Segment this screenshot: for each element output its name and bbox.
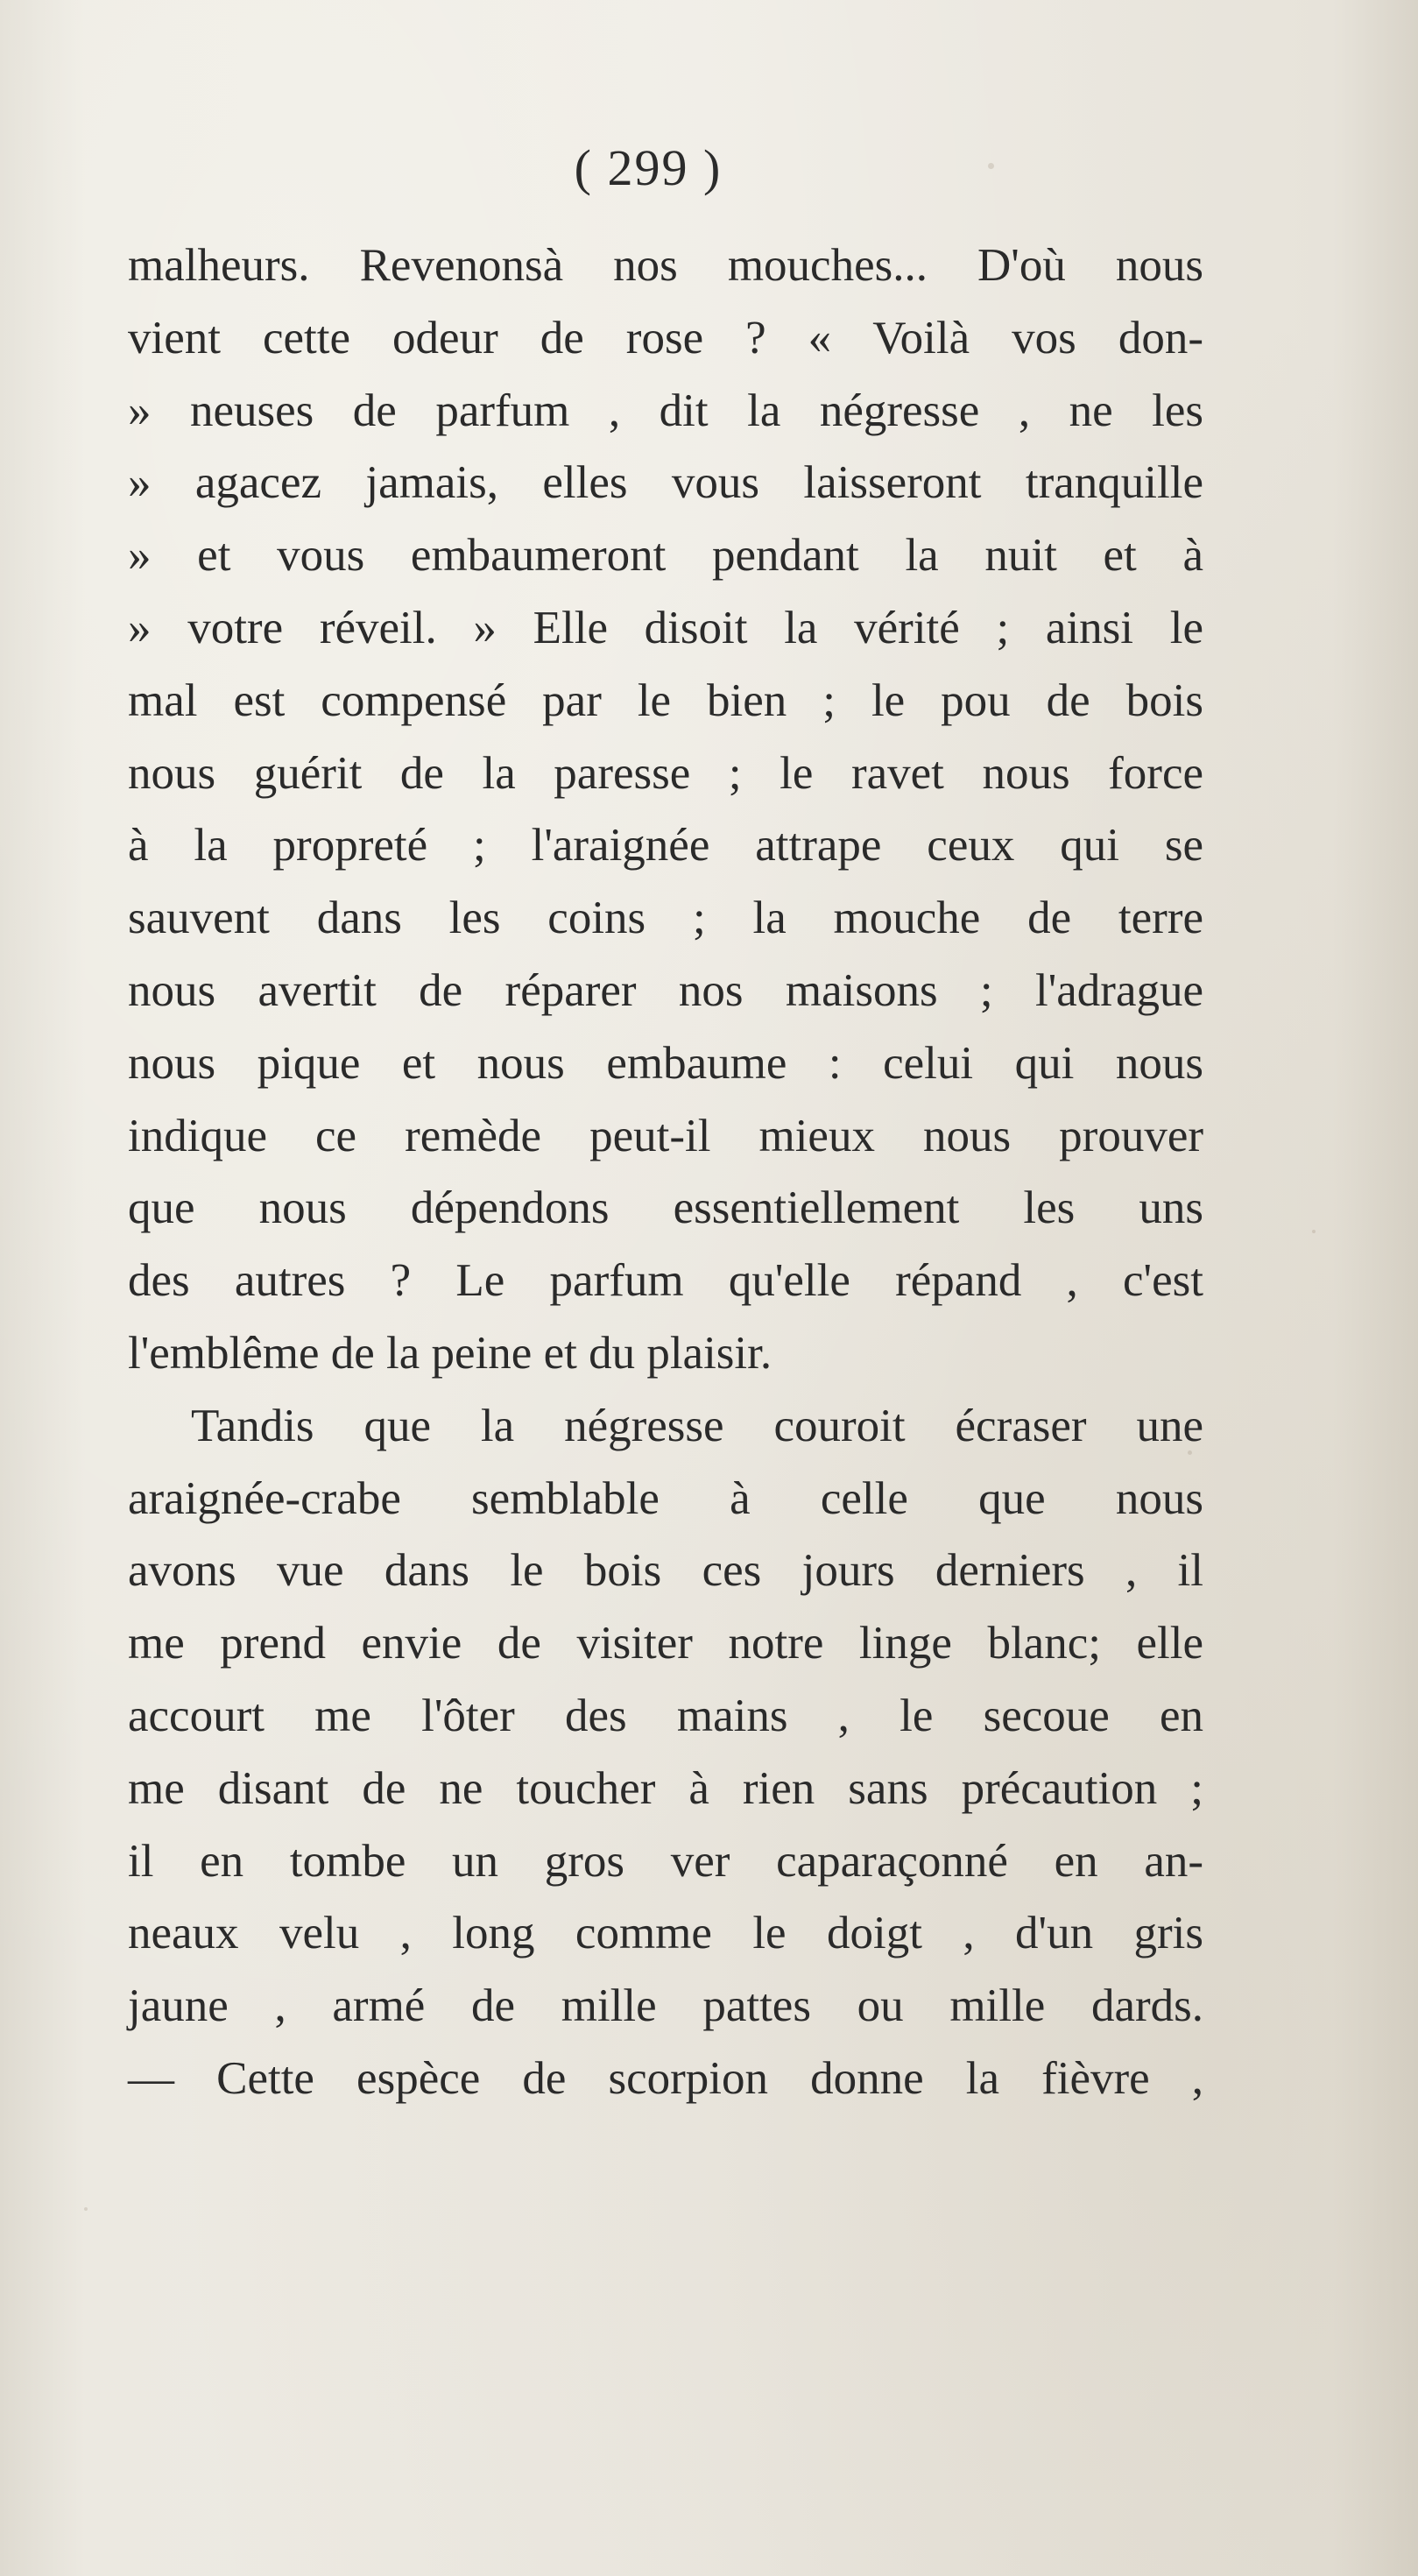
text-line: me disant de ne toucher à rien sans précaution ; <box>128 1762 1203 1814</box>
text-line: — Cette espèce de scorpion donne la fièvre , <box>128 2052 1203 2104</box>
text-line: sauvent dans les coins ; la mouche de terre <box>128 893 1203 944</box>
text-line: indique ce remède peut-il mieux nous prouver <box>128 1110 1203 1161</box>
text-line: jaune , armé de mille pattes ou mille dards. <box>128 1980 1203 2032</box>
text-line: des autres ? Le parfum qu'elle répand , c'est <box>128 1255 1203 1307</box>
text-line: mal est compensé par le bien ; le pou de bois <box>128 674 1203 726</box>
text-line: me prend envie de visiter notre linge blanc; elle <box>128 1618 1203 1669</box>
text-line: à la propreté ; l'araignée attrape ceux qui se <box>128 820 1203 872</box>
paragraph-end-line: l'emblême de la peine et du plaisir. <box>128 1327 772 1379</box>
text-line: accourt me l'ôter des mains , le secoue en <box>128 1690 1203 1741</box>
text-line: » neuses de parfum , dit la négresse , ne les <box>128 385 1203 436</box>
text-line: malheurs. Revenonsà nos mouches... D'où nous <box>128 240 1203 291</box>
text-line: araignée-crabe semblable à celle que nous <box>128 1472 1203 1524</box>
body-text <box>128 229 1203 2115</box>
paragraph-start-line: Tandis que la négresse couroit écraser une <box>191 1400 1203 1451</box>
text-line: avons vue dans le bois ces jours derniers , il <box>128 1545 1203 1597</box>
text-line: vient cette odeur de rose ? « Voilà vos don- <box>128 312 1203 363</box>
text-line: que nous dépendons essentiellement les uns <box>128 1182 1203 1234</box>
text-line: nous guérit de la paresse ; le ravet nous force <box>128 747 1203 799</box>
text-line: neaux velu , long comme le doigt , d'un gris <box>128 1908 1203 1959</box>
page-number: ( 299 ) <box>574 139 723 196</box>
text-line: » agacez jamais, elles vous laisseront tranquille <box>128 457 1203 509</box>
paper-spot <box>84 2207 88 2211</box>
text-line: » et vous embaumeront pendant la nuit et à <box>128 530 1203 582</box>
paper-spot <box>1312 1230 1316 1233</box>
text-line: nous avertit de réparer nos maisons ; l'adrague <box>128 964 1203 1016</box>
text-line: nous pique et nous embaume : celui qui nous <box>128 1037 1203 1089</box>
text-line: il en tombe un gros ver caparaçonné en an- <box>128 1835 1203 1887</box>
text-line: » votre réveil. » Elle disoit la vérité ; ainsi le <box>128 602 1203 653</box>
